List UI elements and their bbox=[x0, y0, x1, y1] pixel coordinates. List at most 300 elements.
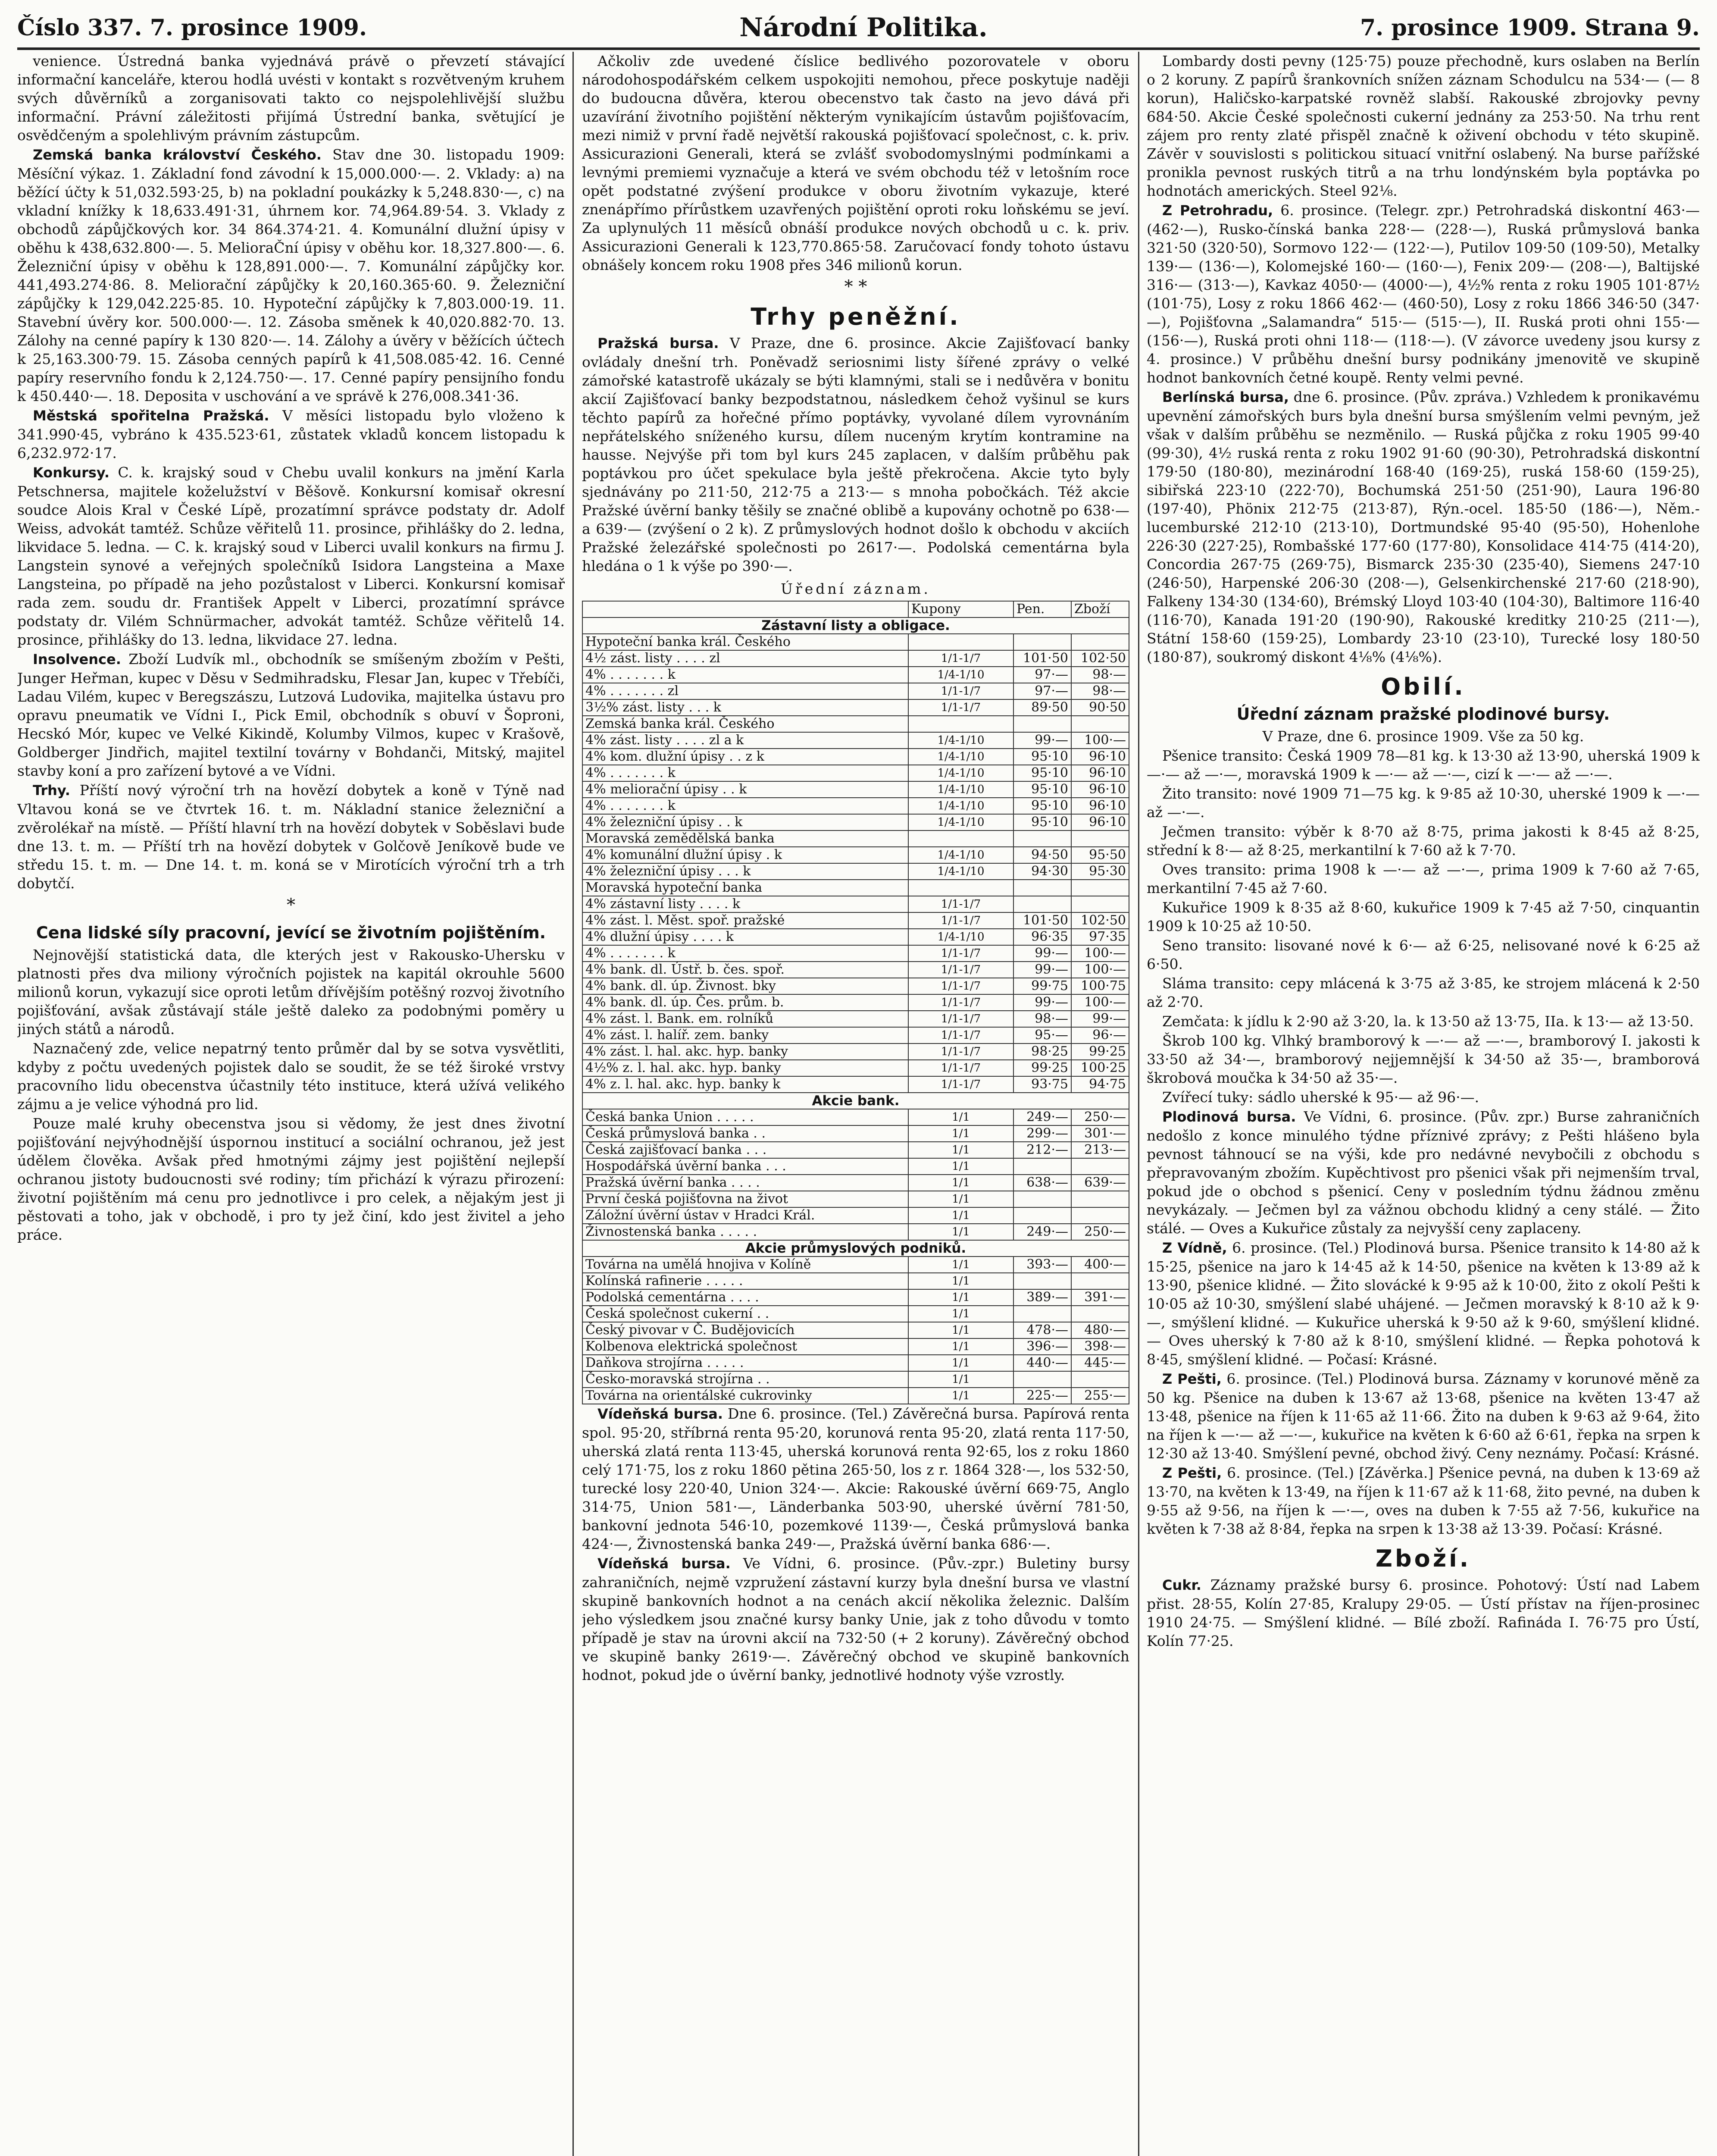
table-row bbox=[582, 1207, 1129, 1224]
bid-cell bbox=[1013, 1191, 1071, 1207]
ask-cell: 98·— bbox=[1071, 683, 1129, 699]
ask-cell: 391·— bbox=[1071, 1289, 1129, 1306]
security-name: 3½% zást. listy . . . k bbox=[582, 699, 908, 716]
separator-star: * * bbox=[844, 277, 867, 297]
table-row bbox=[582, 1306, 1129, 1322]
article-paragraph bbox=[1147, 1576, 1700, 1650]
security-name: Pražská úvěrní banka . . . . bbox=[582, 1175, 908, 1191]
bid-cell: 396·— bbox=[1013, 1338, 1071, 1355]
table-row bbox=[582, 1338, 1129, 1355]
table-row bbox=[582, 994, 1129, 1011]
column-header: Pen. bbox=[1013, 601, 1071, 617]
section-heading: Vídeňská bursa. bbox=[597, 1555, 731, 1572]
separator-star: * bbox=[287, 895, 295, 915]
article-headline: Cena lidské síly pracovní, jevící se životním pojištěním. bbox=[36, 923, 546, 942]
ask-cell: 100·— bbox=[1071, 994, 1129, 1011]
coupon-cell: 1/1-1/7 bbox=[908, 699, 1013, 716]
ask-cell bbox=[1071, 1207, 1129, 1224]
table-row bbox=[582, 1076, 1129, 1093]
table-row bbox=[582, 1273, 1129, 1289]
table-caption: Úřední záznam. bbox=[781, 580, 931, 597]
article-paragraph bbox=[17, 145, 565, 405]
security-name: 4% meliorační úpisy . . k bbox=[582, 781, 908, 798]
bid-cell: 97·— bbox=[1013, 667, 1071, 683]
bid-cell: 98·— bbox=[1013, 1011, 1071, 1027]
table-group-row bbox=[582, 1093, 1129, 1109]
bid-cell: 99·— bbox=[1013, 962, 1071, 978]
bid-cell: 212·— bbox=[1013, 1142, 1071, 1158]
ask-cell: 96·10 bbox=[1071, 798, 1129, 814]
coupon-cell: 1/1 bbox=[908, 1175, 1013, 1191]
ask-cell: 99·— bbox=[1071, 1011, 1129, 1027]
coupon-cell: 1/1 bbox=[908, 1306, 1013, 1322]
ask-cell: 255·— bbox=[1071, 1388, 1129, 1404]
page-number: 7. prosince 1909. Strana 9. bbox=[1360, 14, 1700, 41]
section-title: Zboží. bbox=[1375, 1545, 1471, 1572]
article-paragraph: Sláma transito: cepy mlácená k 3·75 až 3·85, ke strojem mlácená k 2·50 až 2·70. bbox=[1147, 975, 1700, 1010]
security-name: 4% zást. l. Měst. spoř. pražské bbox=[582, 912, 908, 929]
section-heading: Konkursy. bbox=[33, 464, 109, 481]
article-paragraph bbox=[1147, 388, 1700, 666]
bid-cell: 99·— bbox=[1013, 732, 1071, 749]
coupon-cell: 1/1-1/7 bbox=[908, 994, 1013, 1011]
article-paragraph: Oves transito: prima 1908 k —·— až —·—, prima 1909 k 7·60 až 7·65, merkantilní 7·45 až 7·60. bbox=[1147, 861, 1700, 896]
coupon-cell bbox=[908, 634, 1013, 650]
article-paragraph: Lombardy dosti pevny (125·75) pouze přechodně, kurs oslaben na Berlín o 2 koruny. Z papírů šrankovních snížen záznam Schodulcu na 534·— (— 8 korun), Haličsko-karpatské rovněž slabší. Rakouské zbrojovky pevny 684·50. Akcie České společnosti cukerní jednány za 253·50. Na trhu rent zájem pro renty zlaté přispěl značně k oživení obchodu v této skupině. Závěr v souvislosti s politickou situací vnitřní oslabený. Na burse pařížské pronikla pevnost ruských titrů a na trhu londýnském byla poptávka po hodnotách amerických. Steel 92⅛. bbox=[1147, 53, 1700, 199]
ask-cell: 102·50 bbox=[1071, 650, 1129, 667]
article-paragraph: Ječmen transito: výběr k 8·70 až 8·75, prima jakosti k 8·45 až 8·25, střední k 8·— až 8·25, merkantilní k 7·60 až k 7·70. bbox=[1147, 823, 1700, 859]
article-text: Ve Vídni, 6. prosince. (Pův. zpr.) Burse zahraničních nedošlo z konce minulého týdne příznivé zprávy; z Pešti hlášeno byla pevnost táhnoucí se na výši, kde pro nedávné nevybočili z obchodu s přepravovaným zbožím. Kupěchtivost pro pšenici však při nejmenším trval, pokud jde o obchod s pšenicí. Ceny v posledním týdnu žádnou změnu nevykázaly. — Ječmen byl za vážnou obchodu klidný a ceny stálé. — Žito stálé. — Oves a Kukuřice zůstaly za nejvyšší ceny zaplaceny. bbox=[1147, 1108, 1700, 1237]
coupon-cell: 1/4-1/10 bbox=[908, 667, 1013, 683]
table-row bbox=[582, 912, 1129, 929]
column-divider bbox=[572, 52, 574, 2156]
article-paragraph: Naznačený zde, velice nepatrný tento průměr dal by se sotva vysvětliti, kdyby z počtu uvedených pojistek dalo se soudit, že se též široké vrstvy pracovního lidu obecenstva účastnily této instituce, která užívá velikého zájmu a je velice výhodná pro lid. bbox=[17, 1040, 565, 1112]
bid-cell: 389·— bbox=[1013, 1289, 1071, 1306]
security-name: 4% zást. l. Bank. em. rolníků bbox=[582, 1011, 908, 1027]
coupon-cell: 1/1 bbox=[908, 1355, 1013, 1371]
article-paragraph: Nejnovější statistická data, dle kterých jest v Rakousko-Uhersku v platnosti přes dva miliony výročních pojistek na kapitál okrouhle 5600 milionů korun, vykazují sice oproti letům dřívějším potěšný rozvoj životního pojišťování, avšak zůstávají stále ještě daleko za podobnými poměry u jiných států a národů. bbox=[17, 946, 565, 1037]
table-row bbox=[582, 765, 1129, 781]
ask-cell: 445·— bbox=[1071, 1355, 1129, 1371]
article-paragraph bbox=[1147, 1107, 1700, 1238]
bid-cell: 249·— bbox=[1013, 1109, 1071, 1125]
security-name: Česko-moravská strojírna . . bbox=[582, 1371, 908, 1388]
coupon-cell: 1/1 bbox=[908, 1371, 1013, 1388]
security-name: 4% z. l. hal. akc. hyp. banky k bbox=[582, 1076, 908, 1093]
security-name: 4% dlužní úpisy . . . . k bbox=[582, 929, 908, 945]
table-row bbox=[582, 847, 1129, 863]
ask-cell bbox=[1071, 896, 1129, 912]
article-text: 6. prosince. (Tel.) Plodinová bursa. Záznamy v korunové měně za 50 kg. Pšenice na duben k 13·67 až 13·68, pšenice na květen 13·47 až 13·48, pšenice na říjen k 11·65 až 11·66. Žito na duben k 9·63 až 9·64, žito na říjen k —·— až —·—, kukuřice na květen k 6·60 až 6·61, řepka na srpen k 12·30 až 13·40. Smýšlení pevné, obchod živý. Ceny neznámy. Počasí: Krásné. bbox=[1147, 1370, 1700, 1462]
table-row bbox=[582, 945, 1129, 962]
newspaper-title: Národní Politika. bbox=[739, 13, 988, 43]
bid-cell: 249·— bbox=[1013, 1224, 1071, 1240]
security-name: 4% . . . . . . . zl bbox=[582, 683, 908, 699]
coupon-cell: 1/1 bbox=[908, 1224, 1013, 1240]
article-paragraph: V Praze, dne 6. prosince 1909. Vše za 50 kg. bbox=[1262, 728, 1584, 745]
table-row bbox=[582, 683, 1129, 699]
group-label: Akcie bank. bbox=[582, 1093, 1129, 1109]
security-name: Továrna na orientálské cukrovinky bbox=[582, 1388, 908, 1404]
table-row bbox=[582, 830, 1129, 847]
table-row bbox=[582, 667, 1129, 683]
coupon-cell: 1/1-1/7 bbox=[908, 1044, 1013, 1060]
security-name: 4% železniční úpisy . . k bbox=[582, 814, 908, 830]
bid-cell: 638·— bbox=[1013, 1175, 1071, 1191]
table-row bbox=[582, 1355, 1129, 1371]
coupon-cell: 1/1-1/7 bbox=[908, 1027, 1013, 1044]
ask-cell: 98·— bbox=[1071, 667, 1129, 683]
ask-cell: 250·— bbox=[1071, 1109, 1129, 1125]
security-name: 4% zást. l. halíř. zem. banky bbox=[582, 1027, 908, 1044]
bid-cell bbox=[1013, 1306, 1071, 1322]
coupon-cell: 1/1 bbox=[908, 1142, 1013, 1158]
column-3 bbox=[1147, 52, 1700, 2156]
ask-cell bbox=[1071, 634, 1129, 650]
security-name: 4% . . . . . . . k bbox=[582, 667, 908, 683]
bid-cell: 101·50 bbox=[1013, 650, 1071, 667]
article-paragraph: Kukuřice 1909 k 8·35 až 8·60, kukuřice 1909 k 7·45 až 7·50, cinquantin 1909 k 10·25 až 10·50. bbox=[1147, 899, 1700, 934]
bid-cell: 478·— bbox=[1013, 1322, 1071, 1338]
ask-cell: 400·— bbox=[1071, 1257, 1129, 1273]
bid-cell: 94·50 bbox=[1013, 847, 1071, 863]
table-group-row bbox=[582, 617, 1129, 634]
coupon-cell: 1/4-1/10 bbox=[908, 929, 1013, 945]
table-row bbox=[582, 1060, 1129, 1076]
bid-cell: 101·50 bbox=[1013, 912, 1071, 929]
coupon-cell: 1/4-1/10 bbox=[908, 863, 1013, 880]
article-paragraph: venience. Ústredná banka vyjednává právě o převzetí stávající informační kanceláře, kterou hodlá uvésti v kontakt s rozvětveným kruhem svých důvěrníků a zorganisovati takto co nejspolehlivější službu informační. Právní záležitosti přijímá Ústrední banka, světující je osvědčeným a spolehlivým právním zástupcům. bbox=[17, 53, 565, 144]
group-label: Akcie průmyslových podniků. bbox=[582, 1240, 1129, 1257]
bid-cell: 225·— bbox=[1013, 1388, 1071, 1404]
article-paragraph: Zemčata: k jídlu k 2·90 až 3·20, la. k 13·50 až 13·75, IIa. k 13·— až 13·50. bbox=[1162, 1013, 1694, 1030]
article-paragraph bbox=[582, 1554, 1129, 1684]
table-row bbox=[582, 814, 1129, 830]
section-heading: Plodinová bursa. bbox=[1162, 1109, 1296, 1125]
ask-cell: 96·10 bbox=[1071, 781, 1129, 798]
column-header bbox=[582, 601, 908, 617]
table-row bbox=[582, 1109, 1129, 1125]
section-heading: Berlínská bursa, bbox=[1162, 389, 1289, 405]
ask-cell: 96·— bbox=[1071, 1027, 1129, 1044]
coupon-cell: 1/1 bbox=[908, 1338, 1013, 1355]
article-text: V měsíci listopadu bylo vloženo k 341.990·45, vybráno k 435.523·61, zůstatek vkladů koncem listopadu k 6,232.972·17. bbox=[17, 407, 565, 461]
table-row bbox=[582, 1224, 1129, 1240]
coupon-cell: 1/1 bbox=[908, 1125, 1013, 1142]
coupon-cell: 1/4-1/10 bbox=[908, 781, 1013, 798]
security-name: 4½% z. l. hal. akc. hyp. banky bbox=[582, 1060, 908, 1076]
table-row bbox=[582, 962, 1129, 978]
coupon-cell bbox=[908, 880, 1013, 896]
table-row bbox=[582, 732, 1129, 749]
column-divider bbox=[1138, 52, 1139, 2156]
section-heading: Zemská banka království Českého. bbox=[33, 147, 322, 163]
article-paragraph: Ačkoliv zde uvedené číslice bedlivého pozorovatele v oboru národohospodářském celkem uspokojiti nemohou, přece poskytuje naději do budoucna důvěra, kterou obecenstvo tak často na jevo dává při uzavírání životního pojištění některým vynikajícím ústavům pojišťovacím, mezi nimiž v první řadě největší rakouská pojišťovací společnost, c. k. priv. Assicurazioni Generali, která se zvlášť svobodomyslnými podmínkami a levnými premiemi vyznačuje a která ve svém obchodu též v letošním roce opět podstatné zvýšení produkce v oboru životním vykazuje, které znenápřímo přírůstkem uzavřených pojištění oproti roku loňskému se jeví. Za uplynulých 11 měsíců obnáší produkce nových obchodů u c. k. priv. Assicurazioni Generali k 123,770.865·58. Zaručovací fondy tohoto ústavu obnášely koncem roku 1908 přes 346 milionů korun. bbox=[582, 53, 1129, 273]
coupon-cell: 1/1-1/7 bbox=[908, 978, 1013, 994]
column-2 bbox=[582, 52, 1129, 2156]
bid-cell: 99·75 bbox=[1013, 978, 1071, 994]
coupon-cell: 1/1 bbox=[908, 1388, 1013, 1404]
ask-cell: 96·10 bbox=[1071, 765, 1129, 781]
bid-cell bbox=[1013, 1371, 1071, 1388]
bid-cell bbox=[1013, 896, 1071, 912]
coupon-cell: 1/4-1/10 bbox=[908, 847, 1013, 863]
ask-cell bbox=[1071, 1191, 1129, 1207]
security-name: Moravská zemědělská banka bbox=[582, 830, 908, 847]
ask-cell: 90·50 bbox=[1071, 699, 1129, 716]
section-heading: Z Vídně, bbox=[1162, 1240, 1227, 1256]
table-row bbox=[582, 781, 1129, 798]
security-name: Hospodářská úvěrní banka . . . bbox=[582, 1158, 908, 1175]
bid-cell: 98·25 bbox=[1013, 1044, 1071, 1060]
table-row bbox=[582, 1289, 1129, 1306]
section-heading: Insolvence. bbox=[33, 651, 121, 667]
ask-cell: 100·25 bbox=[1071, 1060, 1129, 1076]
table-row bbox=[582, 1125, 1129, 1142]
section-heading: Pražská bursa. bbox=[597, 335, 719, 351]
article-paragraph: Pouze malé kruhy obecenstva jsou si vědomy, že jest dnes životní pojišťování nejvýhodnější úspornou institucí a sociální ochranou, jež jest údělem člověka. Avšak před hmotnými zájmy jest pojištění nejlepší ochranou jistoty budoucnosti své rodiny; tím přichází k výrazu přirození: životní pojištěním má cenu pro jednotlivce i pro celek, a nějakým jest ji pěstovati a toho, jak v obchodě, i pro ty jež činí, kdo jest živitel a jeho práce. bbox=[17, 1115, 565, 1243]
table-row bbox=[582, 1191, 1129, 1207]
table-row bbox=[582, 650, 1129, 667]
article-text: C. k. krajský soud v Chebu uvalil konkurs na jmění Karla Petschnersa, majitele koželužství v Běšově. Konkursní komisař okresní soudce Alois Kral v České Lípě, prozatímní správce podstaty dr. Adolf Weiss, advokát tamtéž. Schůze věřitelů 11. prosince, přihlášky do 2. ledna, likvidace 5. ledna. — C. k. krajský soud v Liberci uvalil konkurs na firmu J. Langstein synové a veřejných společníků Isidora Langsteina a Maxe Langsteina, po případě na jeho pozůstalost v Liberci. Konkursní komisař rada zem. soudu dr. František Appelt v Liberci, prozatímní správce podstaty dr. Vilém Schnürmacher, advokát tamtéž. Schůze věřitelů 14. prosince, přihlášky do 13. ledna, likvidace 27. ledna. bbox=[17, 464, 565, 648]
article-paragraph bbox=[17, 406, 565, 462]
coupon-cell: 1/4-1/10 bbox=[908, 732, 1013, 749]
ask-cell: 480·— bbox=[1071, 1322, 1129, 1338]
coupon-cell: 1/4-1/10 bbox=[908, 814, 1013, 830]
security-name: 4% zást. listy . . . . zl a k bbox=[582, 732, 908, 749]
security-name: 4% zástavní listy . . . . k bbox=[582, 896, 908, 912]
coupon-cell: 1/4-1/10 bbox=[908, 749, 1013, 765]
article-text: dne 6. prosince. (Pův. zpráva.) Vzhledem k pronikavému upevnění zámořských burs byla dnešní bursa smýšlením velmi pevným, jež však v dalším průběhu se nezměnilo. — Ruská půjčka z roku 1905 99·40 (99·30), 4½ ruská renta z roku 1902 91·60 (90·30), Petrohradská diskontní 179·50 (180·80), mezinárodní 168·40 (169·25), ruská 158·60 (159·25), sibiřská 223·10 (222·70), Bochumská 251·50 (251·90), Laura 196·80 (197·40), Phönix 212·75 (213·87), Rýn.-ocel. 185·50 (186·—), Něm.-lucemburské 212·10 (213·10), Dortmundské 95·40 (95·50), Hohenlohe 226·30 (227·25), Rombašské 177·60 (177·80), Konsolidace 414·75 (414·20), Concordia 267·75 (269·75), Bismarck 235·30 (235·40), Siemens 247·10 (246·50), Harpenské 206·30 (208·—), Gelsenkirchenské 217·60 (218·90), Falkeny 134·30 (134·60), Brémský Lloyd 103·40 (104·30), Baltimore 116·40 (116·70), Kanada 191·20 (190·90), Rakouské kreditky 210·25 (211·—), Státní 158·60 (159·25), Lombardy 23·10 (23·10), Turecké losy 180·50 (180·87), soukromý diskont 4⅛% (4⅛%). bbox=[1147, 389, 1700, 665]
security-name: 4% komunální dlužní úpisy . k bbox=[582, 847, 908, 863]
coupon-cell: 1/1-1/7 bbox=[908, 650, 1013, 667]
quotes-table bbox=[582, 601, 1129, 1404]
security-name: 4% . . . . . . . k bbox=[582, 945, 908, 962]
security-name: 4% . . . . . . . k bbox=[582, 798, 908, 814]
ask-cell: 301·— bbox=[1071, 1125, 1129, 1142]
bid-cell: 93·75 bbox=[1013, 1076, 1071, 1093]
article-paragraph bbox=[582, 334, 1129, 575]
article-text: Stav dne 30. listopadu 1909: Měsíční výkaz. 1. Základní fond závodní k 15,000.000·—. 2. Vklady: a) na běžící účty k 51,032.593·25, b) na pokladní poukázky k 5,248.830·—, c) na vkladní knížky k 18,633.491·31, úhrnem kor. 74,964.89·54. 3. Vklady z obchodů zápůjčkových kor. 34 864.374·21. 4. Komunální dlužní úpisy v oběhu k 438,632.800·—. 5. MelioraČní úpisy v oběhu kor. 18,327.800·—. 6. Železniční úpisy v oběhu k 128,891.000·—. 7. Komunální zápůjčky kor. 441,493.274·86. 8. Meliorační zápůjčky k 20,160.365·60. 9. Železniční zápůjčky k 129,042.225·85. 10. Hypoteční zápůjčky k 7,803.000·19. 11. Stavební úvěry kor. 500.000·—. 12. Zásoba směnek k 40,020.882·70. 13. Zálohy na cenné papíry k 130 820·—. 14. Zálohy a úvěry v běžících účtech k 25,163.300·79. 15. Zásoba cenných papírů k 41,508.085·42. 16. Cenné papíry reservního fondu k 2,124.750·—. 17. Cenné papíry pensijního fondu k 450.440·—. 18. Deposita v uschování a ve správě k 276,008.341·36. bbox=[17, 146, 565, 404]
bid-cell: 440·— bbox=[1013, 1355, 1071, 1371]
section-title: Obilí. bbox=[1381, 673, 1466, 700]
ask-cell: 213·— bbox=[1071, 1142, 1129, 1158]
table-row bbox=[582, 716, 1129, 732]
security-name: Kolbenova elektrická společnost bbox=[582, 1338, 908, 1355]
security-name: Česká banka Union . . . . . bbox=[582, 1109, 908, 1125]
security-name: Český pivovar v Č. Budějovicích bbox=[582, 1322, 908, 1338]
table-row bbox=[582, 1371, 1129, 1388]
security-name: Kolínská rafinerie . . . . . bbox=[582, 1273, 908, 1289]
security-name: Česká průmyslová banka . . bbox=[582, 1125, 908, 1142]
bid-cell: 96·35 bbox=[1013, 929, 1071, 945]
bid-cell bbox=[1013, 1158, 1071, 1175]
table-row bbox=[582, 1011, 1129, 1027]
coupon-cell: 1/1 bbox=[908, 1273, 1013, 1289]
bid-cell bbox=[1013, 1207, 1071, 1224]
article-paragraph bbox=[1147, 1238, 1700, 1369]
security-name: Živnostenská banka . . . . . bbox=[582, 1224, 908, 1240]
ask-cell bbox=[1071, 830, 1129, 847]
ask-cell bbox=[1071, 1371, 1129, 1388]
security-name: Zemská banka král. Českého bbox=[582, 716, 908, 732]
table-row bbox=[582, 1158, 1129, 1175]
column-header: Kupony bbox=[908, 601, 1013, 617]
article-paragraph bbox=[17, 781, 565, 893]
coupon-cell bbox=[908, 830, 1013, 847]
coupon-cell: 1/1 bbox=[908, 1257, 1013, 1273]
article-paragraph: Škrob 100 kg. Vlhký bramborový k —·— až —·—, bramborový I. jakosti k 33·50 až 34·—, bramborový nejjemnější k 34·50 až 35·—, bramborová škrobová moučka k 34·50 až 35·—. bbox=[1147, 1032, 1700, 1086]
article-text: Dne 6. prosince. (Tel.) Závěrečná bursa. Papírová renta spol. 95·20, stříbrná renta 95·20, korunová renta 95·20, zlatá renta 117·50, uherská zlatá renta 113·45, uherská korunová renta 92·65, los z roku 1860 celý 171·75, los z roku 1860 pětina 265·50, los z r. 1864 328·—, los 532·50, turecké losy 220·40, Union 324·—. Akcie: Rakouské úvěrní 669·75, Anglo 314·75, Union 581·—, Länderbanka 503·90, uherské úvěrní 781·50, bankovní jednota 546·10, pozemkové 1139·—, Česká průmyslová banka 424·—, Živnostenská banka 249·—, Pražská úvěrní banka 686·—. bbox=[582, 1405, 1129, 1552]
security-name: Podolská cementárna . . . . bbox=[582, 1289, 908, 1306]
ask-cell bbox=[1071, 1273, 1129, 1289]
bid-cell: 99·— bbox=[1013, 994, 1071, 1011]
article-paragraph bbox=[582, 1404, 1129, 1553]
section-heading: Vídeňská bursa. bbox=[597, 1406, 723, 1422]
article-paragraph: Pšenice transito: Česká 1909 78—81 kg. k 13·30 až 13·90, uherská 1909 k —·— až —·—, moravská 1909 k —·— až —·—, cizí k —·— až —·—. bbox=[1147, 747, 1700, 783]
section-heading: Z Pešti, bbox=[1162, 1465, 1222, 1481]
security-name: 4% bank. dl. Ústř. b. čes. spoř. bbox=[582, 962, 908, 978]
article-paragraph bbox=[17, 650, 565, 780]
coupon-cell: 1/1-1/7 bbox=[908, 962, 1013, 978]
coupon-cell: 1/1-1/7 bbox=[908, 683, 1013, 699]
coupon-cell: 1/4-1/10 bbox=[908, 798, 1013, 814]
coupon-cell: 1/1 bbox=[908, 1289, 1013, 1306]
ask-cell: 100·— bbox=[1071, 962, 1129, 978]
table-row bbox=[582, 1175, 1129, 1191]
bid-cell: 89·50 bbox=[1013, 699, 1071, 716]
bid-cell bbox=[1013, 716, 1071, 732]
column-1 bbox=[17, 52, 565, 2156]
security-name: Daňkova strojírna . . . . . bbox=[582, 1355, 908, 1371]
table-row bbox=[582, 880, 1129, 896]
ask-cell bbox=[1071, 1158, 1129, 1175]
coupon-cell: 1/1-1/7 bbox=[908, 1011, 1013, 1027]
security-name: Hypoteční banka král. Českého bbox=[582, 634, 908, 650]
table-row bbox=[582, 896, 1129, 912]
section-title: Trhy peněžní. bbox=[751, 303, 961, 330]
ask-cell bbox=[1071, 716, 1129, 732]
coupon-cell: 1/1 bbox=[908, 1158, 1013, 1175]
table-row bbox=[582, 863, 1129, 880]
page-header bbox=[17, 8, 1700, 50]
section-heading: Z Petrohradu, bbox=[1162, 202, 1273, 219]
ask-cell: 99·25 bbox=[1071, 1044, 1129, 1060]
ask-cell: 94·75 bbox=[1071, 1076, 1129, 1093]
bid-cell: 95·10 bbox=[1013, 814, 1071, 830]
bid-cell: 393·— bbox=[1013, 1257, 1071, 1273]
article-paragraph bbox=[1147, 1463, 1700, 1538]
table-row bbox=[582, 1322, 1129, 1338]
coupon-cell: 1/1-1/7 bbox=[908, 912, 1013, 929]
security-name: Česká zajišťovací banka . . . bbox=[582, 1142, 908, 1158]
security-name: První česká pojišťovna na život bbox=[582, 1191, 908, 1207]
table-row bbox=[582, 749, 1129, 765]
coupon-cell: 1/1-1/7 bbox=[908, 896, 1013, 912]
section-heading: Trhy. bbox=[33, 782, 70, 799]
bid-cell: 99·25 bbox=[1013, 1060, 1071, 1076]
table-group-row bbox=[582, 1240, 1129, 1257]
ask-cell: 97·35 bbox=[1071, 929, 1129, 945]
group-label: Zástavní listy a obligace. bbox=[582, 617, 1129, 634]
coupon-cell: 1/1-1/7 bbox=[908, 945, 1013, 962]
article-text: 6. prosince. (Tel.) [Závěrka.] Pšenice pevná, na duben k 13·69 až 13·70, na květen k 13·49, na říjen k 11·67 až k 11·68, žito pevné, na duben k 9·55 až 9·56, na říjen k —·—, oves na duben k 7·55 až 7·56, kukuřice na květen k 7·38 až 8·84, řepka na srpen k 13·38 až 13·39. Počasí: Krásné. bbox=[1147, 1464, 1700, 1537]
ask-cell: 100·75 bbox=[1071, 978, 1129, 994]
table-row bbox=[582, 1388, 1129, 1404]
article-paragraph: Žito transito: nové 1909 71—75 kg. k 9·85 až 10·30, uherské 1909 k —·— až —·—. bbox=[1147, 785, 1700, 821]
column-header: Zboží bbox=[1071, 601, 1129, 617]
coupon-cell bbox=[908, 716, 1013, 732]
table-row bbox=[582, 978, 1129, 994]
article-paragraph bbox=[17, 463, 565, 649]
issue-number: Číslo 337. 7. prosince 1909. bbox=[17, 14, 367, 41]
security-name: Továrna na umělá hnojiva v Kolíně bbox=[582, 1257, 908, 1273]
table-row bbox=[582, 798, 1129, 814]
bid-cell: 95·10 bbox=[1013, 798, 1071, 814]
article-text: Zboží Ludvík ml., obchodník se smíšeným zbožím v Pešti, Junger Heřman, kupec v Děsu v Sedmihradsku, Flesar Jan, kupec v Třebíči, Ladau Vilém, kupec v Beregszászu, Lutzová Ludovika, majitelka ústavu pro opravu pneumatik ve Vídni I., Pick Emil, obchodník s obuví v Šoproni, Hecskó Mór, kupec ve Velké Kikindě, Kolumby Vilmos, kupec v Krašově, Goldberger Jindřich, majitel textilní továrny v Bohdanči, Mitský, majitel stavby koní a pro zařízení bytové a ve Vídni. bbox=[17, 651, 565, 779]
bid-cell: 99·— bbox=[1013, 945, 1071, 962]
article-headline: Úřední záznam pražské plodinové bursy. bbox=[1236, 705, 1610, 724]
table-row bbox=[582, 1044, 1129, 1060]
ask-cell: 100·— bbox=[1071, 732, 1129, 749]
article-text: Záznamy pražské bursy 6. prosince. Pohotový: Ústí nad Labem přist. 28·55, Kolín 27·85, Kralupy 29·05. — Ústí přístav na říjen-prosinec 1910 24·75. — Smýšlení klidné. — Bílé zboží. Rafináda I. 76·75 pro Ústí, Kolín 77·25. bbox=[1147, 1576, 1700, 1649]
security-name: 4½ zást. listy . . . . zl bbox=[582, 650, 908, 667]
security-name: Česká společnost cukerní . . bbox=[582, 1306, 908, 1322]
ask-cell: 95·30 bbox=[1071, 863, 1129, 880]
bid-cell: 95·10 bbox=[1013, 765, 1071, 781]
article-text: V Praze, dne 6. prosince. Akcie Zajišťovací banky ovládaly dnešní trh. Poněvadž seriosnimi listy šířené zprávy o velké zámořské katastrofě ukázaly se býti klamnými, stali se i nedůvěra v bonitu akcií Zajišťovací banky bezpodstatnou, následkem čehož vyšinul se kurs těchto papírů za hořečné přímo poptávky, vyvolané dílem vyrovnáním nepřátelského sníženého kursu, dílem nuceným krytím kontramine na hausse. Nejvýše při tom byl kurs 245 zaplacen, v dalším průběhu pak poptávkou pro účet spekulace byla ještě překročena. Akcie tyto byly sjednávány po 211·50, 212·75 a 213·— s mnoha pobočkách. Též akcie Pražské úvěrní banky těšily se značné oblibě a kupovány ochotně po 638·— a 639·— (zvýšení o 2 k). Z průmyslových hodnot došlo k obchodu v akciích Pražské železářské společnosti po 2617·—. Podolská cementárna byla hledána o 1 k výše po 390·—. bbox=[582, 335, 1129, 574]
bid-cell bbox=[1013, 634, 1071, 650]
article-paragraph bbox=[1147, 201, 1700, 387]
ask-cell: 96·10 bbox=[1071, 814, 1129, 830]
coupon-cell: 1/1-1/7 bbox=[908, 1060, 1013, 1076]
section-heading: Městská spořitelna Pražská. bbox=[33, 407, 269, 424]
ask-cell: 639·— bbox=[1071, 1175, 1129, 1191]
article-paragraph bbox=[1147, 1369, 1700, 1463]
coupon-cell: 1/1 bbox=[908, 1191, 1013, 1207]
article-text: Ve Vídni, 6. prosince. (Pův.-zpr.) Buletiny bursy zahraničních, nejmě vzpružení zástavní kurzy byla dnešní bursa ve vlastní skupině bankovních hodnot a na cenách akcií několika železnic. Dalším jeho výsledkem jsou značné kursy banky Unie, jak z toho důvodu v tomto případě je stav na úrovni akcií na 732·50 (+ 2 koruny). Závěrečný obchod ve skupině banky 2619·—. Závěrečný obchod ve skupině bankovních hodnot, pokud jde o úvěrní banky, jednotlivé hodnoty výše vzrostly. bbox=[582, 1555, 1129, 1683]
coupon-cell: 1/1-1/7 bbox=[908, 1076, 1013, 1093]
ask-cell: 250·— bbox=[1071, 1224, 1129, 1240]
bid-cell bbox=[1013, 830, 1071, 847]
table-row bbox=[582, 1257, 1129, 1273]
section-heading: Cukr. bbox=[1162, 1577, 1201, 1593]
table-row bbox=[582, 634, 1129, 650]
bid-cell bbox=[1013, 1273, 1071, 1289]
bid-cell: 95·10 bbox=[1013, 749, 1071, 765]
security-name: 4% bank. dl. úp. Čes. prům. b. bbox=[582, 994, 908, 1011]
article-text: 6. prosince. (Tel.) Plodinová bursa. Pšenice transito k 14·80 až k 15·25, pšenice na jaro k 14·45 až k 14·50, pšenice na květen k 13·89 až k 13·90, pšenice klidné. — Žito slovácké k 9·95 až k 10·00, žito z okolí Pešti k 10·05 až 10·30, smýšlení slabé uhájené. — Ječmen moravský k 8·10 až k 9·—, smýšlení klidné. — Kukuřice uherská k 9·50 až k 9·60, smýšlení klidné. — Oves uherský k 7·80 až k 8·10, smýšlení klidné. — Řepka pohotová k 8·45, smýšlení klidné. — Počasí: Krásné. bbox=[1147, 1239, 1700, 1368]
coupon-cell: 1/1 bbox=[908, 1109, 1013, 1125]
coupon-cell: 1/4-1/10 bbox=[908, 765, 1013, 781]
ask-cell: 95·50 bbox=[1071, 847, 1129, 863]
article-text: Příští nový výroční trh na hovězí dobytek a koně v Týně nad Vltavou koná se ve čtvrtek 16. t. m. Nákladní stanice železniční a zvěrolékař na místě. — Příští hlavní trh na hovězí dobytek v Soběslavi bude dne 13. t. m. — Příští trh na hovězí dobytek v Golčově Jeníkově bude ve středu 15. t. m. — Dne 14. t. m. koná se v Mirotících výroční trh a trh dobytčí. bbox=[17, 782, 565, 892]
security-name: 4% kom. dlužní úpisy . . z k bbox=[582, 749, 908, 765]
article-paragraph: Zvířecí tuky: sádlo uherské k 95·— až 96·—. bbox=[1162, 1089, 1479, 1106]
bid-cell: 95·— bbox=[1013, 1027, 1071, 1044]
bid-cell: 299·— bbox=[1013, 1125, 1071, 1142]
table-header-row bbox=[582, 601, 1129, 617]
bid-cell: 97·— bbox=[1013, 683, 1071, 699]
ask-cell: 96·10 bbox=[1071, 749, 1129, 765]
bid-cell: 95·10 bbox=[1013, 781, 1071, 798]
coupon-cell: 1/1 bbox=[908, 1207, 1013, 1224]
table-row bbox=[582, 699, 1129, 716]
table-row bbox=[582, 929, 1129, 945]
security-name: 4% zást. l. hal. akc. hyp. banky bbox=[582, 1044, 908, 1060]
ask-cell bbox=[1071, 1306, 1129, 1322]
ask-cell: 100·— bbox=[1071, 945, 1129, 962]
